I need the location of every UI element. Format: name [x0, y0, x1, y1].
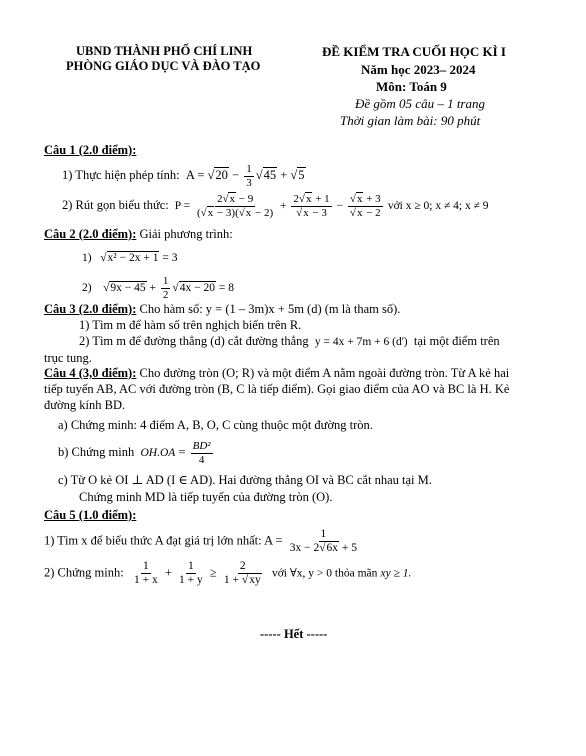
q4-line1-text: Cho đường tròn (O; R) và một điểm A nằm ngoài đường tròn. Từ A kẻ hai [139, 366, 510, 380]
q5-item2: 2) Chứng minh: $\frac{1}{1 + x}$ + $\frac{1}{1 + y}$ ≥ $\frac{2}{1 + √ xy}$ với ∀x, y > 0 thỏa mãn xy ≥ 1. [44, 560, 411, 587]
q2-title: Câu 2 (2.0 điểm): [44, 227, 137, 241]
subject: Môn: Toán 9 [376, 79, 447, 94]
q2-item2: 2) √ 9x − 45 + $\frac{1}{2}$ √ 4x − 20 = 8 [82, 275, 234, 301]
q5-title: Câu 5 (1.0 điểm): [44, 508, 137, 522]
q1-item1 [62, 163, 306, 189]
q4-title: Câu 4 (3,0 điểm): [44, 366, 137, 380]
q5-item1: 1) Tìm x để biểu thức A đạt giá trị lớn nhất: A = $\frac{1}{3x - 2√ 6x + 5}$ [44, 528, 361, 555]
q1-item2-text: 2) Rút gọn biểu thức: [62, 197, 169, 212]
q4-c2: Chứng minh MD là tiếp tuyến của đường tròn (O). [79, 490, 333, 504]
q3-line1-text: Cho hàm số: y = (1 – 3m)x + 5m (d) (m là tham số). [139, 302, 401, 316]
q4-b-text: b) Chứng minh [58, 445, 135, 460]
q1-cond: với x ≥ 0; x ≠ 4; x ≠ 9 [387, 199, 489, 212]
org-line2: PHÒNG GIÁO DỤC VÀ ĐÀO TẠO [66, 59, 261, 73]
q2-text: Giải phương trình: [139, 227, 233, 241]
q4-b: b) Chứng minh OH.OA = $\frac{\text{BD²}}{4}$ [58, 440, 211, 466]
time-note: Thời gian làm bài: 90 phút [340, 113, 481, 128]
pages-note: Đề gồm 05 câu – 1 trang [355, 96, 485, 111]
q3-line4: trục tung. [44, 351, 92, 365]
q1-item1-text: 1) Thực hiện phép tính: [62, 168, 180, 183]
q3-line3a: 2) Tìm m để đường thẳng (d) cắt đường thẳng [79, 334, 309, 348]
q2-item1: 1) √ x² − 2x + 1 = 3 [82, 252, 177, 266]
exam-title: ĐỀ KIỂM TRA CUỐI HỌC KÌ I [322, 44, 506, 59]
q4-line1 [44, 366, 509, 381]
school-year: Năm học 2023– 2024 [361, 62, 476, 77]
q1-item2 [62, 193, 489, 219]
q5-item2-cond: với ∀x, y > 0 thỏa mãn [271, 567, 378, 580]
q4-line3: đường kính BD. [44, 398, 126, 412]
footer-end: ----- Hết ----- [260, 627, 328, 641]
q2-item2-no: 2) [82, 281, 92, 294]
q1-item2-formula: P = $\frac{2√ x - 9}{(√ x - 3)(√ x - 2)}$ + 2√ x + 1 √ x − 3 − √ x + 3 √ x − 2 [172, 200, 385, 212]
q3-line2: 1) Tìm m để hàm số trên nghịch biến trên R. [79, 318, 302, 332]
q1-item1-formula: A = √ 20 − $\frac{1}{3}$ √ 45 + √ 5 [183, 168, 306, 182]
q3-line3b: tại một điểm trên [413, 334, 500, 348]
q4-c1: c) Từ O kẻ OI ⊥ AD (I ∈ AD). Hai đường thẳng OI và BC cắt nhau tại M. [58, 473, 432, 487]
q2-item1-no: 1) [82, 252, 92, 264]
q5-item2-cond2: xy ≥ 1. [380, 567, 412, 580]
q4-a: a) Chứng minh: 4 điểm A, B, O, C cùng thuộc một đường tròn. [58, 418, 373, 432]
q5-item1-text: 1) Tìm x để biểu thức A đạt giá trị lớn nhất: A = [44, 533, 283, 548]
q3-title: Câu 3 (2.0 điểm): [44, 302, 137, 316]
q5-item2-text: 2) Chứng minh: [44, 565, 124, 580]
org-line1: UBND THÀNH PHỐ CHÍ LINH [76, 44, 253, 58]
q4-line2: tiếp tuyến AB, AC với đường tròn (B, C là tiếp điểm). Gọi giao điểm của AO và BC là H. Kẻ [44, 382, 510, 396]
q2-header [44, 227, 233, 242]
q3-line3: 2) Tìm m để đường thẳng (d) cắt đường thẳng y = 4x + 7m + 6 (d') tại một điểm trên [79, 334, 500, 348]
q1-title: Câu 1 (2.0 điểm): [44, 143, 137, 157]
q3-line1 [44, 302, 400, 317]
